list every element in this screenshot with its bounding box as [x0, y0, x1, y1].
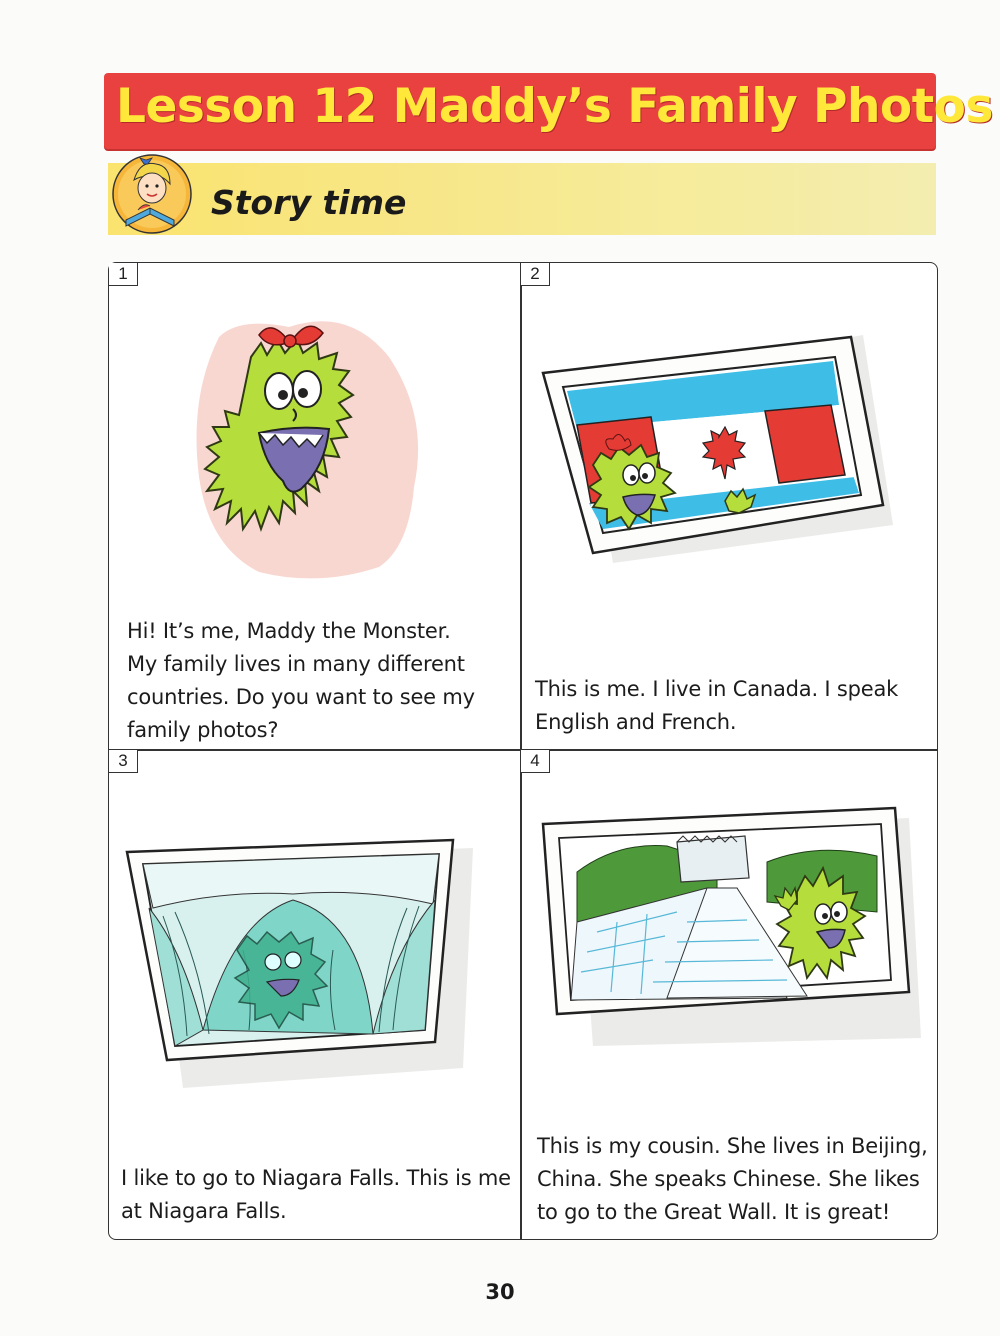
- panel-caption: [537, 1130, 929, 1229]
- panel-caption: [535, 673, 927, 739]
- caption-line: countries. Do you want to see my: [127, 685, 475, 709]
- caption-line: English and French.: [535, 710, 737, 734]
- monster-portrait: [179, 297, 439, 591]
- panel-number: 4: [521, 750, 550, 773]
- comic-panel-1: [109, 263, 520, 749]
- comic-panel-3: [109, 750, 520, 1239]
- panel-number: 2: [521, 263, 550, 286]
- caption-line: My family lives in many different: [127, 652, 465, 676]
- caption-line: China. She speaks Chinese. She likes: [537, 1167, 920, 1191]
- lesson-title-banner: [104, 73, 993, 149]
- panel-number: 3: [109, 750, 138, 773]
- page-number: 30: [485, 1280, 515, 1304]
- comic-panel-4: [521, 750, 937, 1239]
- panel-caption: [121, 1162, 513, 1228]
- comic-grid: [108, 262, 938, 1240]
- caption-line: at Niagara Falls.: [121, 1199, 287, 1223]
- girl-reading-icon: [110, 150, 194, 234]
- lesson-title: Lesson 12 Maddy’s Family Photos: [116, 79, 993, 134]
- caption-line: family photos?: [127, 718, 279, 742]
- panel-number: 1: [109, 263, 138, 286]
- comic-panel-2: [521, 263, 937, 749]
- caption-line: Hi! It’s me, Maddy the Monster.: [127, 619, 451, 643]
- panel-caption: [127, 615, 507, 747]
- section-label: Story time: [211, 183, 407, 222]
- caption-line: I like to go to Niagara Falls. This is me: [121, 1166, 511, 1190]
- photo-monster-niagara-falls: [123, 830, 483, 1094]
- photo-cousin-great-wall: [537, 802, 921, 1056]
- photo-monster-canada-flag: [533, 325, 903, 569]
- caption-line: to go to the Great Wall. It is great!: [537, 1200, 891, 1224]
- caption-line: This is my cousin. She lives in Beijing,: [537, 1134, 928, 1158]
- caption-line: This is me. I live in Canada. I speak: [535, 677, 899, 701]
